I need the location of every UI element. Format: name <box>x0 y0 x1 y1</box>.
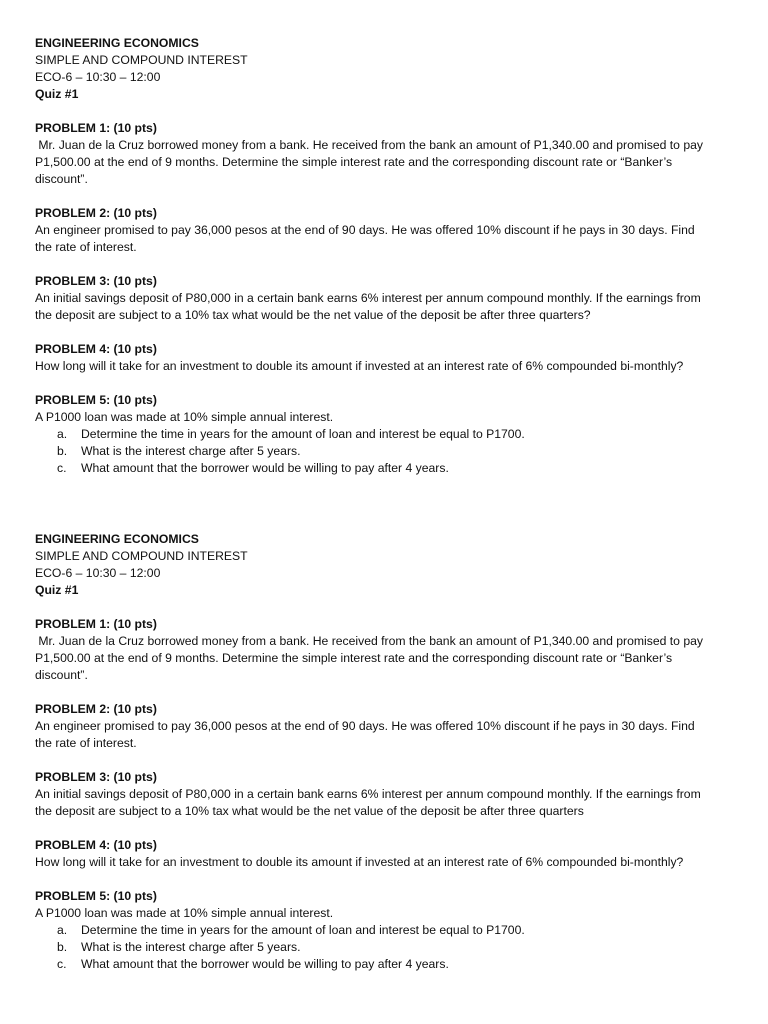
list-item-text: Determine the time in years for the amount of loan and interest be equal to P1700. <box>81 427 525 441</box>
spacer <box>35 871 735 888</box>
list-item <box>35 956 735 973</box>
spacer <box>35 188 735 205</box>
problem-text: How long will it take for an investment to double its amount if invested at an interest rate of 6% compounded bi-monthly? <box>35 359 684 373</box>
problem-5 <box>35 392 735 477</box>
problem-heading: PROBLEM 1: (10 pts) <box>35 121 157 135</box>
quiz-label: Quiz #1 <box>35 583 79 597</box>
list-marker: c. <box>57 461 67 475</box>
course-title: ENGINEERING ECONOMICS <box>35 532 199 546</box>
problem-3 <box>35 273 735 324</box>
list-item-text: What amount that the borrower would be willing to pay after 4 years. <box>81 957 449 971</box>
list-item <box>35 443 735 460</box>
topic-title: SIMPLE AND COMPOUND INTEREST <box>35 53 248 67</box>
quiz-sheet-1 <box>35 35 735 477</box>
problem-4 <box>35 341 735 375</box>
spacer <box>35 820 735 837</box>
problem-heading: PROBLEM 3: (10 pts) <box>35 274 157 288</box>
problem-1 <box>35 120 735 188</box>
sub-question-list <box>35 922 735 973</box>
problem-heading: PROBLEM 5: (10 pts) <box>35 393 157 407</box>
list-item <box>35 426 735 443</box>
sub-question-list <box>35 426 735 477</box>
problem-text: An initial savings deposit of P80,000 in a certain bank earns 6% interest per annum compound monthly. If the earnings from <box>35 291 701 305</box>
list-item-text: What amount that the borrower would be willing to pay after 4 years. <box>81 461 449 475</box>
problem-text: A P1000 loan was made at 10% simple annual interest. <box>35 410 334 424</box>
problem-text: P1,500.00 at the end of 9 months. Determine the simple interest rate and the corresponding discount rate or “Banker’s <box>35 651 673 665</box>
problem-heading: PROBLEM 1: (10 pts) <box>35 617 157 631</box>
problem-text: An engineer promised to pay 36,000 pesos at the end of 90 days. He was offered 10% discount if he pays in 30 days. Find <box>35 223 695 237</box>
list-marker: b. <box>57 940 68 954</box>
problem-2 <box>35 205 735 256</box>
problem-text: An engineer promised to pay 36,000 pesos at the end of 90 days. He was offered 10% discount if he pays in 30 days. Find <box>35 719 695 733</box>
list-marker: c. <box>57 957 67 971</box>
spacer <box>35 684 735 701</box>
list-item <box>35 939 735 956</box>
problem-heading: PROBLEM 3: (10 pts) <box>35 770 157 784</box>
list-item-text: What is the interest charge after 5 years. <box>81 444 301 458</box>
problem-text: the deposit are subject to a 10% tax what would be the net value of the deposit be after three quarters <box>35 804 584 818</box>
problem-3 <box>35 769 735 820</box>
problem-text: the rate of interest. <box>35 736 137 750</box>
problem-heading: PROBLEM 4: (10 pts) <box>35 342 157 356</box>
list-item-text: Determine the time in years for the amount of loan and interest be equal to P1700. <box>81 923 525 937</box>
section-info: ECO-6 – 10:30 – 12:00 <box>35 70 161 84</box>
problem-text: An initial savings deposit of P80,000 in a certain bank earns 6% interest per annum compound monthly. If the earnings from <box>35 787 701 801</box>
list-item-text: What is the interest charge after 5 years. <box>81 940 301 954</box>
spacer <box>35 324 735 341</box>
list-item <box>35 922 735 939</box>
quiz-sheet-2 <box>35 531 735 973</box>
spacer <box>35 375 735 392</box>
problem-heading: PROBLEM 2: (10 pts) <box>35 702 157 716</box>
problem-text: discount”. <box>35 668 88 682</box>
list-marker: a. <box>57 923 68 937</box>
problem-text: Mr. Juan de la Cruz borrowed money from a bank. He received from the bank an amount of P1,340.00 and promised to pay <box>35 634 703 648</box>
spacer <box>35 599 735 616</box>
list-marker: b. <box>57 444 68 458</box>
problem-heading: PROBLEM 4: (10 pts) <box>35 838 157 852</box>
problem-text: A P1000 loan was made at 10% simple annual interest. <box>35 906 334 920</box>
spacer <box>35 103 735 120</box>
problem-text: Mr. Juan de la Cruz borrowed money from a bank. He received from the bank an amount of P1,340.00 and promised to pay <box>35 138 703 152</box>
problem-heading: PROBLEM 5: (10 pts) <box>35 889 157 903</box>
list-item <box>35 460 735 477</box>
section-info: ECO-6 – 10:30 – 12:00 <box>35 566 161 580</box>
quiz-header <box>35 35 735 103</box>
problem-4 <box>35 837 735 871</box>
problem-text: P1,500.00 at the end of 9 months. Determine the simple interest rate and the corresponding discount rate or “Banker’s <box>35 155 673 169</box>
spacer <box>35 256 735 273</box>
course-title: ENGINEERING ECONOMICS <box>35 36 199 50</box>
problem-5 <box>35 888 735 973</box>
problem-text: discount”. <box>35 172 88 186</box>
problem-text: How long will it take for an investment to double its amount if invested at an interest rate of 6% compounded bi-monthly? <box>35 855 684 869</box>
problem-text: the rate of interest. <box>35 240 137 254</box>
problem-text: the deposit are subject to a 10% tax what would be the net value of the deposit be after three quarters? <box>35 308 591 322</box>
problem-1 <box>35 616 735 684</box>
topic-title: SIMPLE AND COMPOUND INTEREST <box>35 549 248 563</box>
list-marker: a. <box>57 427 68 441</box>
problem-2 <box>35 701 735 752</box>
quiz-label: Quiz #1 <box>35 87 79 101</box>
problem-heading: PROBLEM 2: (10 pts) <box>35 206 157 220</box>
spacer <box>35 752 735 769</box>
quiz-header <box>35 531 735 599</box>
